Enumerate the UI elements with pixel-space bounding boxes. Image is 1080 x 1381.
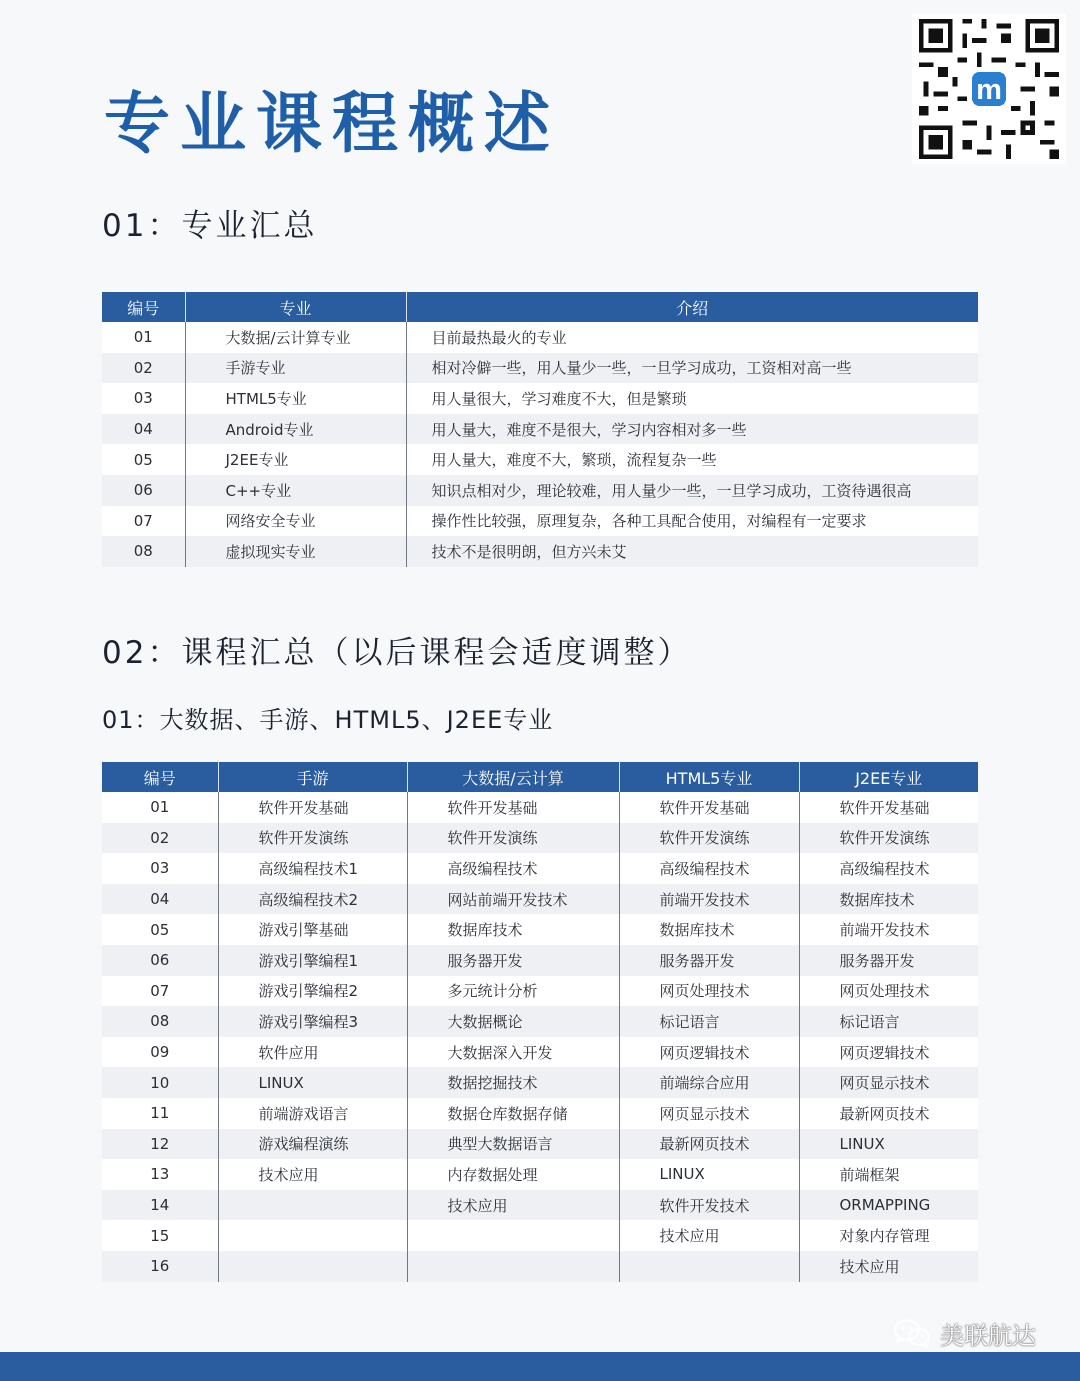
- cell-mobile-games: 软件开发演练: [218, 823, 407, 854]
- cell-j2ee: 网页逻辑技术: [799, 1037, 978, 1068]
- cell-bigdata: 软件开发基础: [407, 792, 619, 823]
- cell-id: 11: [102, 1098, 218, 1129]
- cell-html5: 高级编程技术: [619, 853, 799, 884]
- section2-subheading: 01：大数据、手游、HTML5、J2EE专业: [102, 706, 554, 734]
- table-row: [102, 914, 978, 945]
- page-title: 专业课程概述: [104, 85, 560, 162]
- cell-mobile-games: 高级编程技术2: [218, 884, 407, 915]
- table-row: [102, 884, 978, 915]
- table-row: [102, 475, 978, 506]
- cell-id: 03: [102, 853, 218, 884]
- cell-html5: 网页逻辑技术: [619, 1037, 799, 1068]
- cell-bigdata: 典型大数据语言: [407, 1129, 619, 1160]
- cell-j2ee: 高级编程技术: [799, 853, 978, 884]
- cell-html5: 网页显示技术: [619, 1098, 799, 1129]
- cell-id: 02: [102, 823, 218, 854]
- cell-j2ee: 网页处理技术: [799, 976, 978, 1007]
- cell-j2ee: LINUX: [799, 1129, 978, 1160]
- footer-bar: [0, 1352, 1080, 1381]
- cell-intro: 知识点相对少，理论较难，用人量少一些，一旦学习成功，工资待遇很高: [406, 475, 978, 506]
- cell-id: 09: [102, 1037, 218, 1068]
- cell-id: 04: [102, 884, 218, 915]
- cell-id: 14: [102, 1190, 218, 1221]
- table-row: [102, 1067, 978, 1098]
- cell-intro: 用人量大，难度不是很大，学习内容相对多一些: [406, 414, 978, 445]
- table-row: [102, 383, 978, 414]
- table-row: [102, 976, 978, 1007]
- cell-id: 08: [102, 1006, 218, 1037]
- cell-mobile-games: 游戏引擎编程3: [218, 1006, 407, 1037]
- cell-id: 13: [102, 1159, 218, 1190]
- cell-bigdata: [407, 1220, 619, 1251]
- cell-id: 07: [102, 506, 185, 537]
- cell-id: 01: [102, 792, 218, 823]
- cell-id: 07: [102, 976, 218, 1007]
- watermark: [892, 1316, 1036, 1350]
- cell-html5: 网页处理技术: [619, 976, 799, 1007]
- cell-html5: 技术应用: [619, 1220, 799, 1251]
- col-header-bigdata: 大数据/云计算: [407, 762, 619, 792]
- col-header-j2ee: J2EE专业: [799, 762, 978, 792]
- cell-j2ee: 对象内存管理: [799, 1220, 978, 1251]
- col-header-id: 编号: [102, 762, 218, 792]
- table-row: [102, 823, 978, 854]
- section1-heading: 01：专业汇总: [102, 208, 318, 244]
- cell-mobile-games: 软件开发基础: [218, 792, 407, 823]
- cell-html5: 标记语言: [619, 1006, 799, 1037]
- cell-bigdata: [407, 1251, 619, 1282]
- cell-major: 虚拟现实专业: [185, 536, 406, 567]
- svg-text:m: m: [976, 74, 1002, 107]
- col-header-id: 编号: [102, 292, 185, 322]
- cell-mobile-games: 软件应用: [218, 1037, 407, 1068]
- cell-html5: 最新网页技术: [619, 1129, 799, 1160]
- cell-bigdata: 数据挖掘技术: [407, 1067, 619, 1098]
- table-row: [102, 1220, 978, 1251]
- table-row: [102, 506, 978, 537]
- cell-mobile-games: 游戏编程演练: [218, 1129, 407, 1160]
- table-row: [102, 1129, 978, 1160]
- wechat-icon: [892, 1318, 932, 1348]
- course-summary-table: [102, 762, 978, 1282]
- cell-bigdata: 技术应用: [407, 1190, 619, 1221]
- cell-major: Android专业: [185, 414, 406, 445]
- cell-bigdata: 多元统计分析: [407, 976, 619, 1007]
- cell-intro: 相对冷僻一些，用人量少一些，一旦学习成功，工资相对高一些: [406, 353, 978, 384]
- cell-id: 01: [102, 322, 185, 353]
- cell-major: 手游专业: [185, 353, 406, 384]
- cell-id: 12: [102, 1129, 218, 1160]
- cell-id: 06: [102, 945, 218, 976]
- cell-intro: 操作性比较强，原理复杂，各种工具配合使用，对编程有一定要求: [406, 506, 978, 537]
- cell-major: J2EE专业: [185, 444, 406, 475]
- cell-id: 03: [102, 383, 185, 414]
- cell-major: HTML5专业: [185, 383, 406, 414]
- cell-j2ee: 网页显示技术: [799, 1067, 978, 1098]
- cell-bigdata: 软件开发演练: [407, 823, 619, 854]
- cell-intro: 用人量大，难度不大，繁琐，流程复杂一些: [406, 444, 978, 475]
- cell-mobile-games: 游戏引擎基础: [218, 914, 407, 945]
- cell-bigdata: 内存数据处理: [407, 1159, 619, 1190]
- qr-code-icon: [912, 14, 1066, 164]
- table-row: [102, 792, 978, 823]
- cell-mobile-games: [218, 1220, 407, 1251]
- col-header-intro: 介绍: [406, 292, 978, 322]
- cell-html5: 软件开发技术: [619, 1190, 799, 1221]
- cell-id: 15: [102, 1220, 218, 1251]
- cell-bigdata: 大数据概论: [407, 1006, 619, 1037]
- table-row: [102, 444, 978, 475]
- cell-html5: 服务器开发: [619, 945, 799, 976]
- cell-intro: 目前最热最火的专业: [406, 322, 978, 353]
- table-header-row: [102, 292, 978, 322]
- cell-major: 网络安全专业: [185, 506, 406, 537]
- cell-html5: 数据库技术: [619, 914, 799, 945]
- table-row: [102, 1098, 978, 1129]
- cell-id: 08: [102, 536, 185, 567]
- cell-mobile-games: 游戏引擎编程2: [218, 976, 407, 1007]
- cell-mobile-games: 技术应用: [218, 1159, 407, 1190]
- cell-intro: 技术不是很明朗，但方兴未艾: [406, 536, 978, 567]
- col-header-mobile-games: 手游: [218, 762, 407, 792]
- cell-j2ee: 软件开发基础: [799, 792, 978, 823]
- table-row: [102, 353, 978, 384]
- col-header-html5: HTML5专业: [619, 762, 799, 792]
- table-header-row: [102, 762, 978, 792]
- cell-mobile-games: 游戏引擎编程1: [218, 945, 407, 976]
- table-row: [102, 414, 978, 445]
- table-row: [102, 1037, 978, 1068]
- cell-bigdata: 数据仓库数据存储: [407, 1098, 619, 1129]
- cell-bigdata: 网站前端开发技术: [407, 884, 619, 915]
- cell-html5: [619, 1251, 799, 1282]
- cell-j2ee: 技术应用: [799, 1251, 978, 1282]
- col-header-major: 专业: [185, 292, 406, 322]
- cell-html5: 前端开发技术: [619, 884, 799, 915]
- cell-j2ee: ORMAPPING: [799, 1190, 978, 1221]
- cell-html5: 软件开发演练: [619, 823, 799, 854]
- cell-j2ee: 最新网页技术: [799, 1098, 978, 1129]
- cell-id: 05: [102, 444, 185, 475]
- table-row: [102, 322, 978, 353]
- cell-mobile-games: [218, 1251, 407, 1282]
- cell-bigdata: 数据库技术: [407, 914, 619, 945]
- cell-j2ee: 服务器开发: [799, 945, 978, 976]
- cell-id: 02: [102, 353, 185, 384]
- table-row: [102, 945, 978, 976]
- cell-j2ee: 前端框架: [799, 1159, 978, 1190]
- table-row: [102, 1251, 978, 1282]
- cell-id: 16: [102, 1251, 218, 1282]
- cell-id: 10: [102, 1067, 218, 1098]
- cell-mobile-games: 高级编程技术1: [218, 853, 407, 884]
- cell-bigdata: 高级编程技术: [407, 853, 619, 884]
- cell-mobile-games: [218, 1190, 407, 1221]
- cell-j2ee: 软件开发演练: [799, 823, 978, 854]
- cell-j2ee: 标记语言: [799, 1006, 978, 1037]
- cell-intro: 用人量很大，学习难度不大，但是繁琐: [406, 383, 978, 414]
- cell-id: 06: [102, 475, 185, 506]
- cell-j2ee: 数据库技术: [799, 884, 978, 915]
- watermark-text: 美联航达: [940, 1321, 1036, 1350]
- cell-major: 大数据/云计算专业: [185, 322, 406, 353]
- cell-j2ee: 前端开发技术: [799, 914, 978, 945]
- cell-id: 05: [102, 914, 218, 945]
- table-row: [102, 1006, 978, 1037]
- cell-html5: 软件开发基础: [619, 792, 799, 823]
- section2-heading: 02：课程汇总（以后课程会适度调整）: [102, 635, 692, 671]
- cell-bigdata: 服务器开发: [407, 945, 619, 976]
- cell-bigdata: 大数据深入开发: [407, 1037, 619, 1068]
- table-row: [102, 1159, 978, 1190]
- cell-mobile-games: LINUX: [218, 1067, 407, 1098]
- table-row: [102, 536, 978, 567]
- cell-id: 04: [102, 414, 185, 445]
- table-row: [102, 1190, 978, 1221]
- cell-html5: LINUX: [619, 1159, 799, 1190]
- table-row: [102, 853, 978, 884]
- major-summary-table: [102, 292, 978, 567]
- cell-mobile-games: 前端游戏语言: [218, 1098, 407, 1129]
- cell-html5: 前端综合应用: [619, 1067, 799, 1098]
- cell-major: C++专业: [185, 475, 406, 506]
